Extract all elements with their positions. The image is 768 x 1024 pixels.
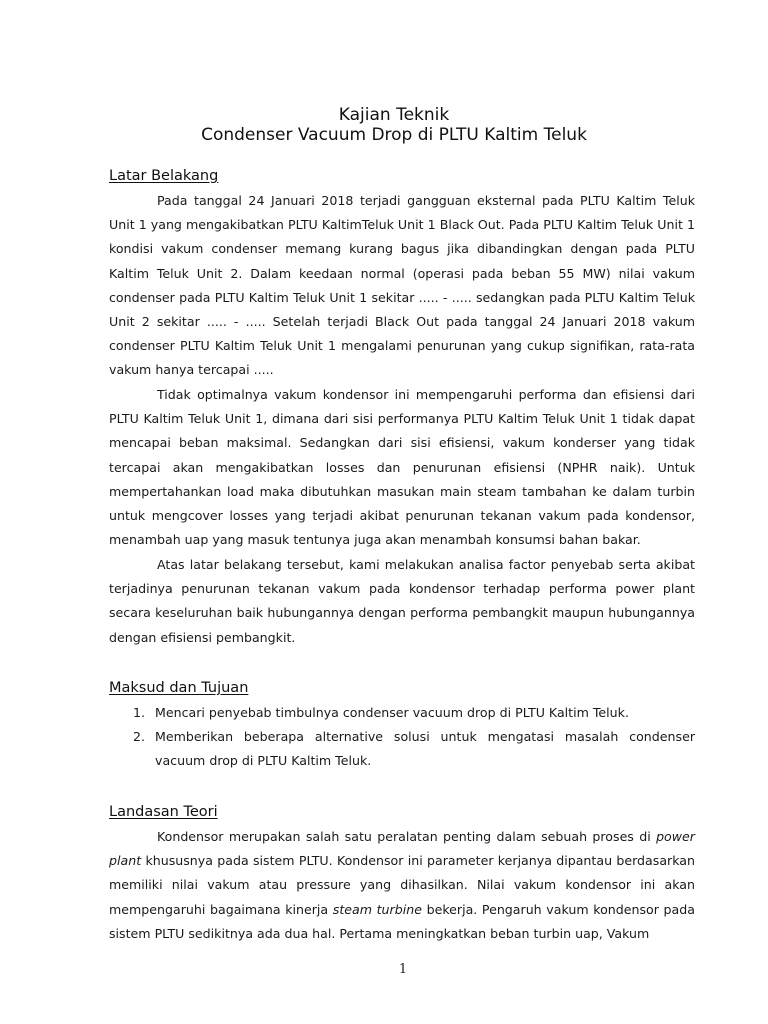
heading-maksud-tujuan: Maksud dan Tujuan (109, 680, 249, 696)
list-number: 1. (133, 705, 146, 720)
objectives-list (109, 701, 695, 774)
doc-title-line2: Condenser Vacuum Drop di PLTU Kaltim Teluk (201, 125, 587, 145)
list-number: 2. (133, 729, 146, 745)
list-item-text: Memberikan beberapa alternative solusi untuk mengatasi masalah condenser vacuum drop di PLTU Kaltim Teluk. (155, 729, 695, 769)
list-item (109, 725, 695, 773)
paragraph-latar-2: Tidak optimalnya vakum kondensor ini mempengaruhi performa dan efisiensi dari PLTU Kaltim Teluk Unit 1, dimana dari sisi performanya PLTU Kaltim Teluk Unit 1 tidak dapat mencapai beban maksimal. Sedangkan dari sisi efisiensi, vakum konderser yang tidak tercapai akan mengakibatkan losses dan penurunan efisiensi (NPHR naik). Untuk mempertahankan load maka dibutuhkan masukan main steam tambahan ke dalam turbin untuk mengcover losses yang terjadi akibat penurunan tekanan vakum pada kondensor, menambah uap yang masuk tentunya juga akan menambah konsumsi bahan bakar. (109, 387, 695, 548)
italic-term-steam-turbine: steam turbine (332, 901, 422, 917)
text-run: Kondensor merupakan salah satu peralatan penting dalam sebuah proses di (157, 829, 657, 844)
text-run: khususnya pada sistem PLTU. Kondensor ini parameter kerjanya dipantau berdasarkan memiliki nilai vakum atau pressure yang dihasilkan. Nilai vakum kondensor ini akan mempengaruhi bagaimana kinerja (109, 853, 695, 917)
doc-title-line1: Kajian Teknik (338, 105, 450, 125)
heading-landasan-teori: Landasan Teori (109, 804, 218, 820)
paragraph-latar-3: Atas latar belakang tersebut, kami melakukan analisa factor penyebab serta akibat terjadinya penurunan tekanan vakum pada kondensor terhadap performa power plant secara keseluruhan baik hubungannya dengan performa pembangkit maupun hubungannya dengan efisiensi pembangkit. (109, 557, 695, 645)
italic-term-power-plant: power plant (109, 829, 695, 869)
list-item-text: Mencari penyebab timbulnya condenser vacuum drop di PLTU Kaltim Teluk. (155, 705, 629, 720)
list-item (109, 701, 695, 725)
text-run: bekerja. Pengaruh vakum kondensor pada sistem PLTU sedikitnya ada dua hal. Pertama meningkatkan beban turbin uap, Vakum (109, 901, 695, 941)
page-number: 1 (398, 962, 408, 977)
heading-latar-belakang: Latar Belakang (109, 168, 219, 184)
paragraph-latar-1: Pada tanggal 24 Januari 2018 terjadi gangguan eksternal pada PLTU Kaltim Teluk Unit 1 yang mengakibatkan PLTU KaltimTeluk Unit 1 Black Out. Pada PLTU Kaltim Teluk Unit 1 kondisi vakum condenser memang kurang bagus jika dibandingkan dengan pada PLTU Kaltim Teluk Unit 2. Dalam keedaan normal (operasi pada beban 55 MW) nilai vakum condenser pada PLTU Kaltim Teluk Unit 1 sekitar ..... - ..... sedangkan pada PLTU Kaltim Teluk Unit 2 sekitar ..... - ..... Setelah terjadi Black Out pada tanggal 24 Januari 2018 vakum condenser PLTU Kaltim Teluk Unit 1 mengalami penurunan yang cukup signifikan, rata-rata vakum hanya tercapai ..... (109, 193, 695, 378)
paragraph-landasan-1 (109, 825, 695, 946)
